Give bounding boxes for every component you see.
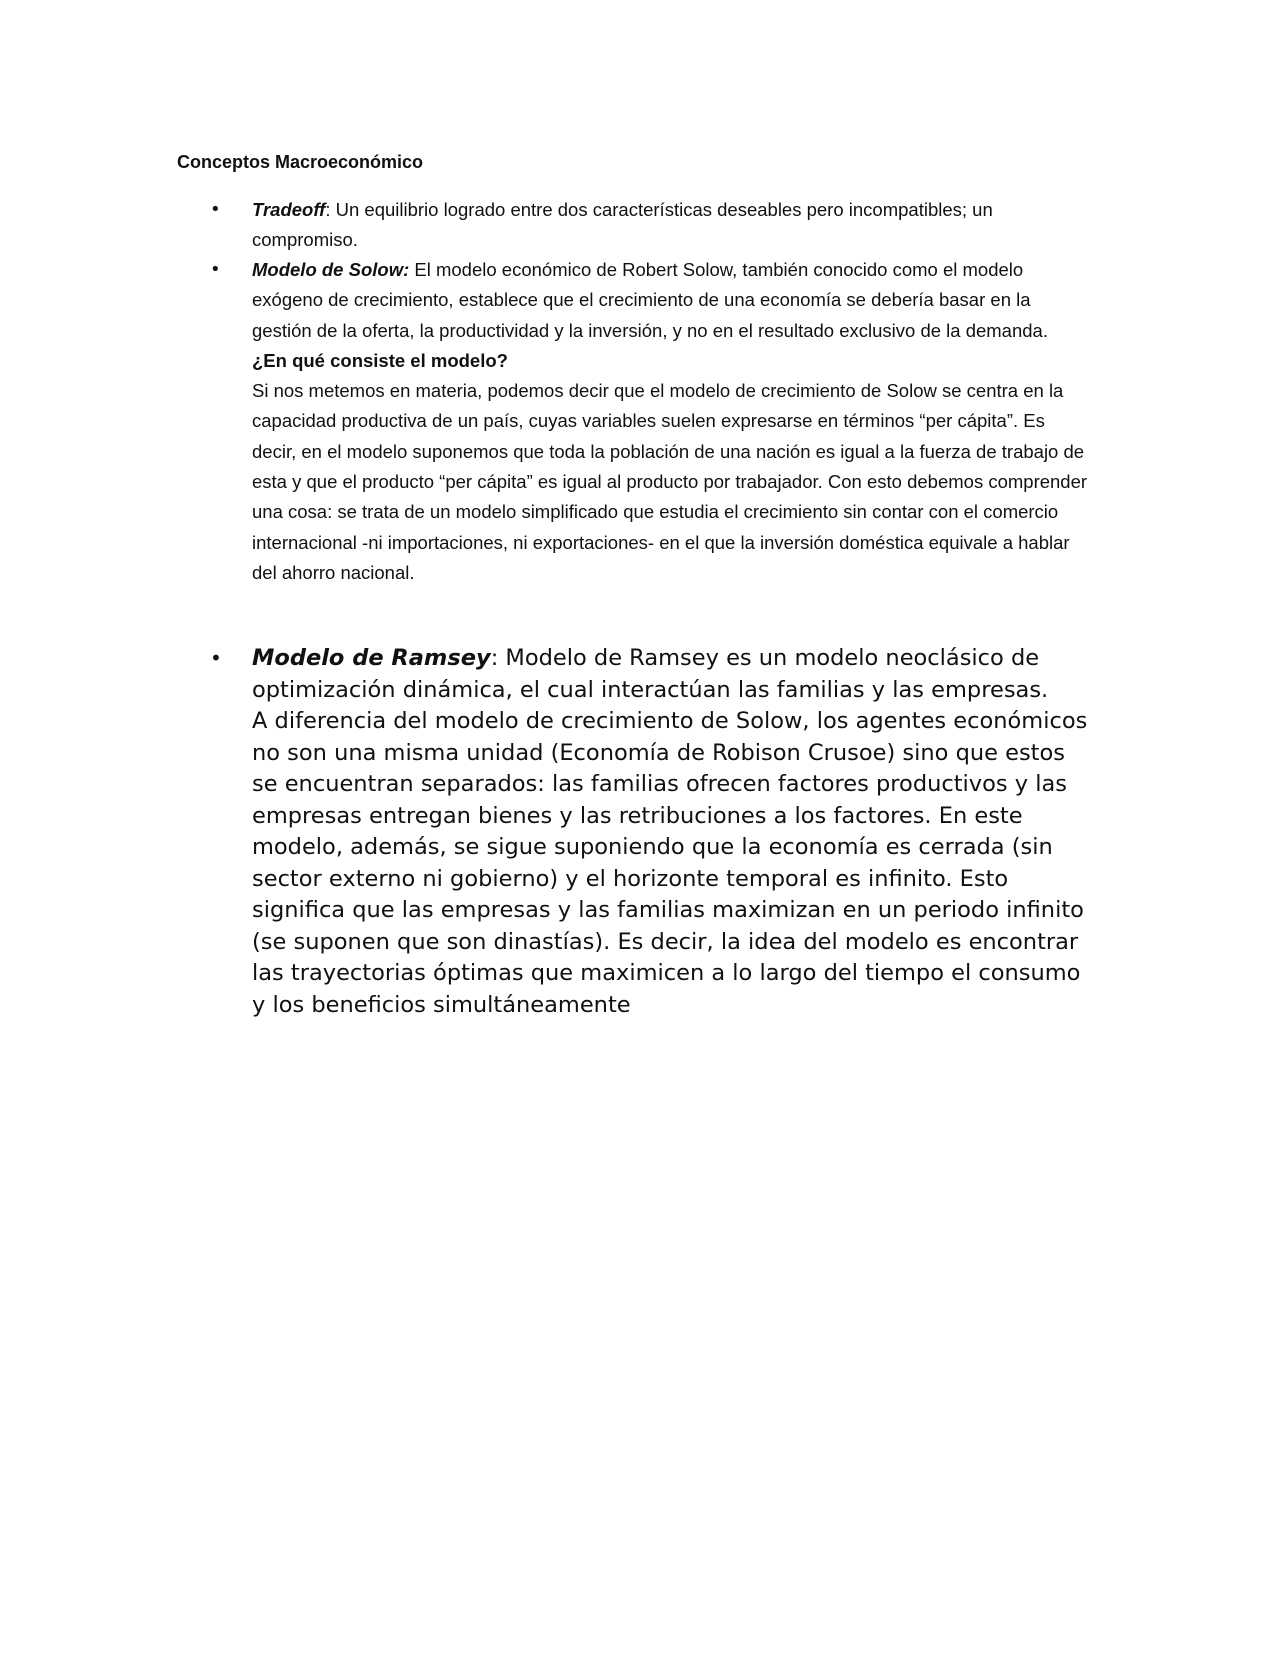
term-separator: : <box>325 199 331 220</box>
ramsey-paragraph: A diferencia del modelo de crecimiento de Solow, los agentes económicos no son una misma unidad (Economía de Robison Crusoe) sino que estos se encuentran separados: las familias ofrecen factores productivos y las empresas entregan bienes y las retribuciones a los factores. En este modelo, además, se sigue suponiendo que la economía es cerrada (sin sector externo ni gobierno) y el horizonte temporal es infinito. Esto significa que las empresas y las familias maximizan en un periodo infinito (se suponen que son dinastías). Es decir, la idea del modelo es encontrar las trayectorias óptimas que maximicen a lo largo del tiempo el consumo y los beneficios simultáneamente <box>252 708 1088 1018</box>
definition-tradeoff: Un equilibrio logrado entre dos características deseables pero incompatibles; un compromiso. <box>252 199 993 251</box>
bullet-icon: • <box>210 199 221 220</box>
bullet-icon: • <box>210 646 222 670</box>
term-solow: Modelo de Solow: <box>252 259 410 280</box>
term-ramsey: Modelo de Ramsey <box>252 645 491 671</box>
list-item-ramsey <box>210 643 1092 1021</box>
term-tradeoff: Tradeoff <box>252 199 326 220</box>
solow-subheading: ¿En qué consiste el modelo? <box>252 349 508 371</box>
bullet-icon: • <box>210 259 221 280</box>
list-item-tradeoff <box>210 195 1092 256</box>
document-title: Conceptos Macroeconómico <box>177 152 424 172</box>
solow-paragraph: Si nos metemos en materia, podemos decir que el modelo de crecimiento de Solow se centra en la capacidad productiva de un país, cuyas variables suelen expresarse en términos “per cápita”. Es decir, en el modelo suponemos que toda la población de una nación es igual a la fuerza de trabajo de esta y que el producto “per cápita” es igual al producto por trabajador. Con esto debemos comprender una cosa: se trata de un modelo simplificado que estudia el crecimiento sin contar con el comercio internacional -ni importaciones, ni exportaciones- en el que la inversión doméstica equivale a hablar del ahorro nacional. <box>252 380 1088 583</box>
list-item-solow <box>210 255 1092 588</box>
definition-solow: El modelo económico de Robert Solow, también conocido como el modelo exógeno de crecimiento, establece que el crecimiento de una economía se debería basar en la gestión de la oferta, la productividad y la inversión, y no en el resultado exclusivo de la demanda. <box>252 259 1048 341</box>
definition-ramsey: : Modelo de Ramsey es un modelo neoclásico de optimización dinámica, el cual interactúan las familias y las empresas. <box>252 645 1049 703</box>
